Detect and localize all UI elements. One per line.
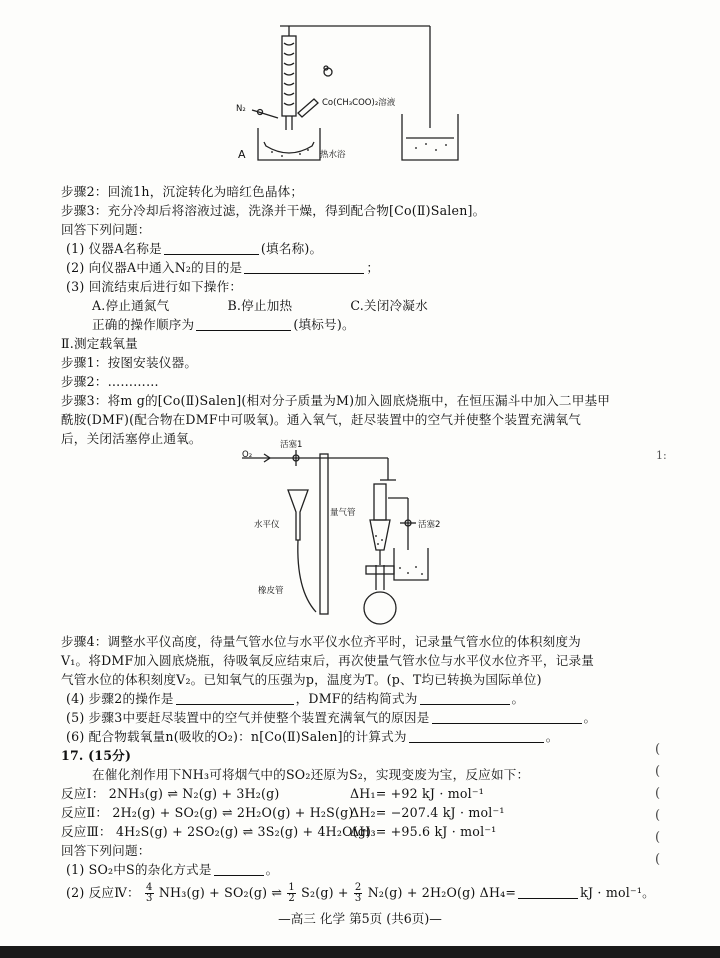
question-intro: 回答下列问题： <box>61 222 151 237</box>
section-title: Ⅱ.测定载氧量 <box>61 336 138 351</box>
label-a: A <box>238 148 246 161</box>
label-valve-2: 活塞2 <box>418 520 441 530</box>
step-3-b-line1: 步骤3：将m g的[Co(Ⅱ)Salen](相对分子质量为M)加入圆底烧瓶中，在恒压漏斗中加入二甲基甲 <box>61 393 611 408</box>
answer-blank <box>214 863 264 876</box>
fraction: $\frac{1}{2}$ <box>288 882 295 904</box>
label-bath: 热水浴 <box>320 150 346 160</box>
label-o2: O₂ <box>242 450 253 460</box>
reaction-1: 反应Ⅰ： 2NH₃(g) ⇌ N₂(g) + 3H₂(g) ΔH₁= +92 kJ · mol⁻¹ <box>61 786 484 801</box>
answer-blank <box>176 692 294 705</box>
step-3: 步骤3：充分冷却后将溶液过滤，洗涤并干燥，得到配合物[Co(Ⅱ)Salen]。 <box>61 203 486 218</box>
margin-paren: ( <box>655 764 661 779</box>
label-level-device: 水平仪 <box>254 520 280 530</box>
step-4-line3: 气管水位的体积刻度V₂。已知氧气的压强为p，温度为T。(p、T均已转换为国际单位) <box>61 672 542 687</box>
step-4-line1: 步骤4：调整水平仪高度，待量气管水位与水平仪水位齐平时，记录量气管水位的体积刻度为 <box>61 634 581 649</box>
question-3: (3) 回流结束后进行如下操作： <box>66 279 243 294</box>
question-5: (5) 步骤3中要赶尽装置中的空气并使整个装置充满氧气的原因是 。 <box>66 710 597 725</box>
answer-blank <box>432 711 582 724</box>
bottom-bar <box>0 946 720 958</box>
question-3-options: A.停止通氮气 B.停止加热 C.关闭冷凝水 <box>92 298 428 313</box>
question-3-order: 正确的操作顺序为 (填标号)。 <box>92 317 355 332</box>
margin-paren: ( <box>655 808 661 823</box>
label-solution: Co(CH₃COO)₂溶液 <box>322 98 396 108</box>
step-4-line2: V₁。将DMF加入圆底烧瓶，待吸氧反应结束后，再次使量气管水位与水平仪水位齐平，记录量 <box>61 653 595 668</box>
answer-blank <box>244 261 364 274</box>
margin-paren: ( <box>655 852 661 867</box>
question-17-title: 17. (15分) <box>61 748 132 763</box>
question-2: (2) 向仪器A中通入N₂的目的是 ； <box>66 260 380 275</box>
question-17-2: (2) 反应Ⅳ： $\frac{4}{3}$ NH₃(g) + SO₂(g) ⇌ $\frac{1}{2}$ S₂(g) + $\frac{2}{3}$ N₂(g) + 2H₂O(g) ΔH₄= kJ · mol⁻¹。 <box>66 882 655 904</box>
step-3-b-line3: 后，关闭活塞停止通氧。 <box>61 431 202 446</box>
reflux-apparatus-diagram <box>220 18 480 168</box>
answer-blank <box>164 242 259 255</box>
step-3-b-line2: 酰胺(DMF)(配合物在DMF中可吸氧)。通入氧气，赶尽装置中的空气并使整个装置充满氧气 <box>61 412 582 427</box>
page-footer: —高三 化学 第5页 (共6页)— <box>278 911 442 926</box>
fraction: $\frac{4}{3}$ <box>146 882 153 904</box>
question-17-intro: 在催化剂作用下NH₃可将烟气中的SO₂还原为S₂，实现变废为宝，反应如下： <box>92 767 530 782</box>
label-rubber-tube: 橡皮管 <box>258 586 284 596</box>
question-17-1: (1) SO₂中S的杂化方式是 。 <box>66 862 279 877</box>
answer-blank <box>196 318 291 331</box>
question-4: (4) 步骤2的操作是 ，DMF的结构简式为 。 <box>66 691 525 706</box>
label-valve-1: 活塞1 <box>280 440 303 450</box>
question-1: (1) 仪器A名称是 (填名称)。 <box>66 241 323 256</box>
label-gas-tube: 量气管 <box>330 508 356 518</box>
answer-blank <box>518 886 578 899</box>
answer-blank <box>409 730 544 743</box>
step-2: 步骤2：回流1h，沉淀转化为暗红色晶体； <box>61 184 304 199</box>
margin-paren: ( <box>655 830 661 845</box>
margin-paren: ( <box>655 786 661 801</box>
margin-mark: 1: <box>656 449 667 462</box>
margin-paren: ( <box>655 742 661 757</box>
label-n2: N₂ <box>236 104 246 114</box>
answer-blank <box>420 692 510 705</box>
step-2-b: 步骤2：………… <box>61 374 159 389</box>
question-6: (6) 配合物载氧量n(吸收的O₂)：n[Co(Ⅱ)Salen]的计算式为 。 <box>66 729 559 744</box>
question-17-intro2: 回答下列问题： <box>61 843 151 858</box>
gas-measure-apparatus-diagram <box>238 440 448 625</box>
reaction-3: 反应Ⅲ： 4H₂S(g) + 2SO₂(g) ⇌ 3S₂(g) + 4H₂O(g) ΔH₃= +95.6 kJ · mol⁻¹ <box>61 824 497 839</box>
reaction-2: 反应Ⅱ： 2H₂(g) + SO₂(g) ⇌ 2H₂O(g) + H₂S(g) ΔH₂= −207.4 kJ · mol⁻¹ <box>61 805 505 820</box>
step-1-b: 步骤1：按图安装仪器。 <box>61 355 198 370</box>
fraction: $\frac{2}{3}$ <box>354 882 362 904</box>
